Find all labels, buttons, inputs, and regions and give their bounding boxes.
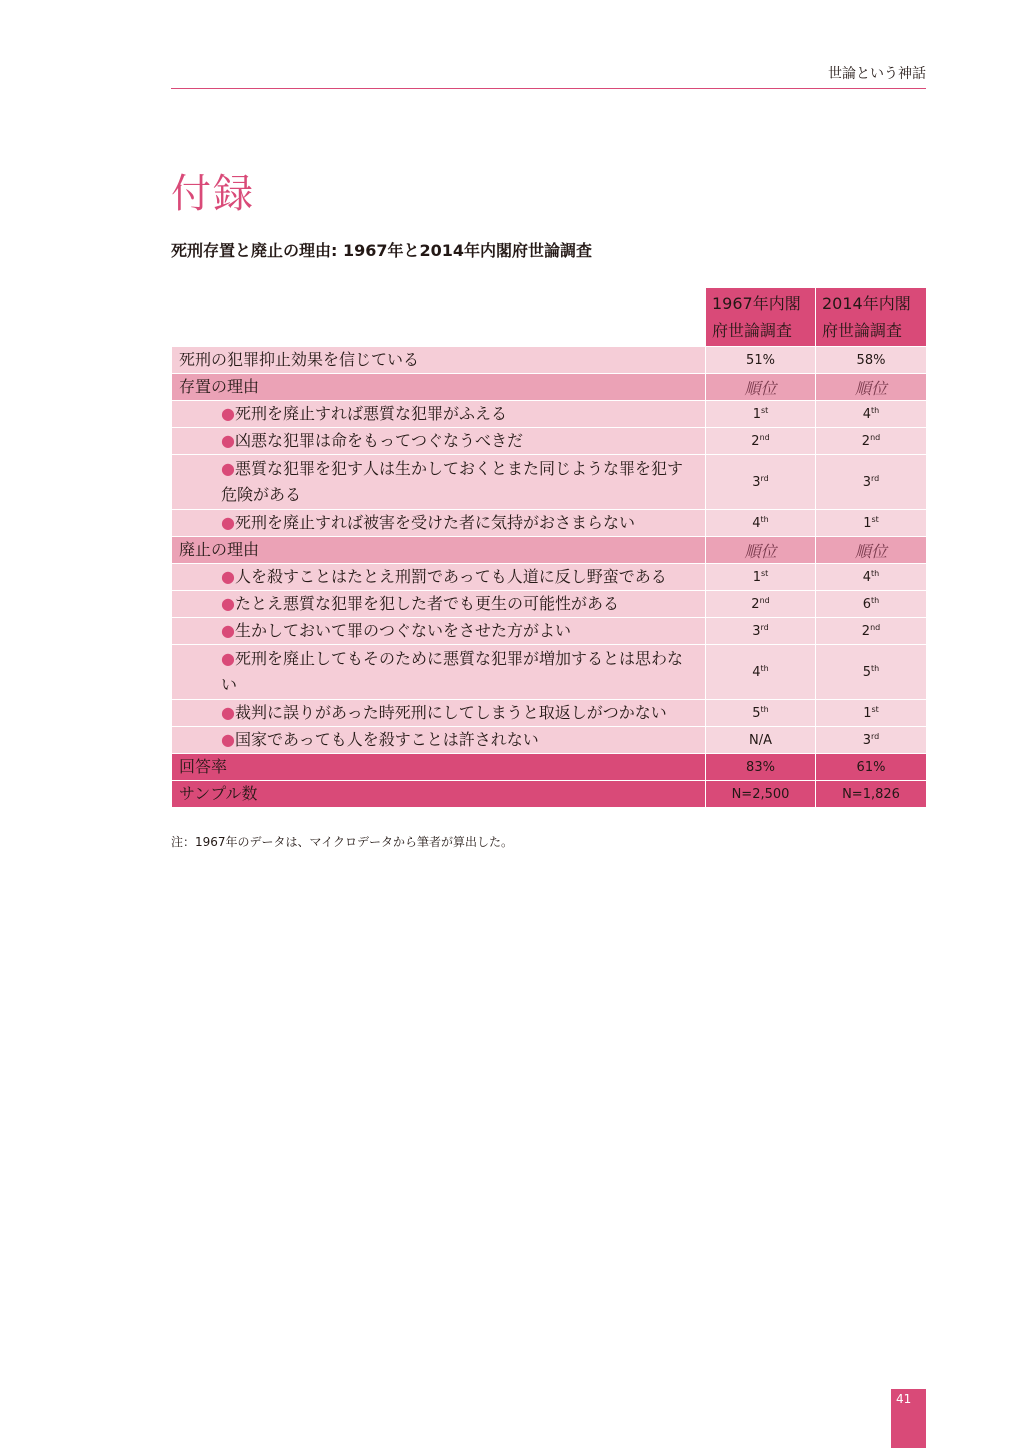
rank-suffix: st [871,704,879,714]
response-rate-2014: 61% [816,754,927,781]
table-row [172,700,927,727]
table-row [172,455,927,510]
rank-2014 [816,401,927,428]
rank-number: 2 [751,433,760,449]
rank-number: 3 [752,623,761,639]
sample-size-1967: N=2,500 [706,781,816,808]
rank-suffix: rd [871,731,880,741]
rank-number: 4 [862,406,872,422]
sample-size-2014: N=1,826 [816,781,927,808]
reason-label: 死刑を廃止すれば被害を受けた者に気持がおさまらない [234,513,635,532]
reason-text [172,428,706,455]
table-row [172,564,927,591]
rank-header-2014: 順位 [816,537,927,564]
reason-text [172,700,706,727]
rank-number: 1 [752,406,761,422]
response-rate-label: 回答率 [172,754,706,781]
rank-suffix: st [760,405,769,415]
bullet-icon: ● [221,567,235,586]
reason-text [172,564,706,591]
rank-1967 [706,428,816,455]
rank-suffix: nd [759,595,770,605]
rank-suffix: st [871,514,879,524]
rank-1967 [706,455,816,510]
sample-size-row [172,781,927,808]
table-row [172,618,927,645]
reason-label: 死刑を廃止してもそのために悪質な犯罪が増加するとは思わない [221,649,683,694]
rank-number: 3 [862,474,872,490]
rank-1967 [706,401,816,428]
rank-2014 [816,564,927,591]
rank-suffix: th [871,568,880,578]
table-row [172,645,927,700]
reason-text [172,591,706,618]
belief-row [172,347,927,374]
reason-text [172,645,706,700]
reason-label: 国家であっても人を殺すことは許されない [234,730,539,749]
survey-table [171,287,927,808]
rank-number: 6 [862,596,872,612]
retention-section-row [172,374,927,401]
rank-2014 [816,700,927,727]
rank-suffix: nd [870,432,881,442]
page-number: 41 [896,1392,912,1406]
rank-2014 [816,727,927,754]
rank-suffix: rd [871,473,880,483]
rank-suffix: th [760,514,769,524]
rank-1967 [706,727,816,754]
rank-2014 [816,618,927,645]
table-row [172,591,927,618]
reason-text [172,510,706,537]
rank-1967 [706,700,816,727]
column-header-2014: 2014年内閣府世論調査 [816,288,927,347]
rank-1967 [706,618,816,645]
sample-size-label: サンプル数 [172,781,706,808]
retention-section-label: 存置の理由 [172,374,706,401]
rank-suffix: th [871,663,880,673]
bullet-icon: ● [221,730,235,749]
rank-number: 4 [752,515,761,531]
bullet-icon: ● [221,459,235,478]
rank-suffix: th [760,663,769,673]
response-rate-row [172,754,927,781]
bullet-icon: ● [221,404,235,423]
column-header-1967: 1967年内閣府世論調査 [706,288,816,347]
rank-2014 [816,455,927,510]
rank-number: N/A [749,732,772,748]
table-row [172,428,927,455]
reason-text [172,455,706,510]
rank-suffix: rd [760,473,769,483]
reason-label: 生かしておいて罪のつぐないをさせた方がよい [234,621,571,640]
rank-number: 3 [862,732,872,748]
reason-label: たとえ悪質な犯罪を犯した者でも更生の可能性がある [234,594,619,613]
response-rate-1967: 83% [706,754,816,781]
rank-number: 1 [863,705,872,721]
reason-text [172,618,706,645]
table-row [172,727,927,754]
belief-value-2014: 58% [816,347,927,374]
rank-suffix: rd [760,622,769,632]
rank-suffix: st [760,568,769,578]
page-heading: 付録 [171,171,255,217]
rank-1967 [706,591,816,618]
bullet-icon: ● [221,621,235,640]
reason-label: 裁判に誤りがあった時死刑にしてしまうと取返しがつかない [234,703,667,722]
rank-number: 2 [861,623,871,639]
rank-1967 [706,564,816,591]
header-rule [171,88,926,89]
bullet-icon: ● [221,649,235,668]
reason-text [172,401,706,428]
abolition-section-row [172,537,927,564]
rank-number: 5 [752,705,761,721]
rank-suffix: nd [870,622,881,632]
table-title: 死刑存置と廃止の理由: 1967年と2014年内閣府世論調査 [171,241,593,260]
rank-suffix: th [760,704,769,714]
reason-label: 凶悪な犯罪は命をもってつぐなうべきだ [234,431,523,450]
abolition-section-label: 廃止の理由 [172,537,706,564]
table-row [172,510,927,537]
rank-header-1967: 順位 [706,537,816,564]
rank-number: 4 [862,569,872,585]
rank-suffix: th [871,595,880,605]
belief-value-1967: 51% [706,347,816,374]
belief-label: 死刑の犯罪抑止効果を信じている [172,347,706,374]
rank-number: 1 [752,569,761,585]
reason-label: 悪質な犯罪を犯す人は生かしておくとまた同じような罪を犯す危険がある [221,459,683,504]
table-header-row [172,288,927,347]
rank-number: 4 [752,664,761,680]
rank-2014 [816,591,927,618]
rank-header-1967: 順位 [706,374,816,401]
header-blank-cell [172,288,706,347]
bullet-icon: ● [221,513,235,532]
bullet-icon: ● [221,703,235,722]
running-header: 世論という神話 [828,66,926,82]
rank-suffix: th [871,405,880,415]
rank-1967 [706,510,816,537]
reason-text [172,727,706,754]
table-row [172,401,927,428]
rank-2014 [816,645,927,700]
reason-label: 死刑を廃止すれば悪質な犯罪がふえる [234,404,507,423]
rank-header-2014: 順位 [816,374,927,401]
bullet-icon: ● [221,431,235,450]
rank-suffix: nd [759,432,770,442]
bullet-icon: ● [221,594,235,613]
reason-label: 人を殺すことはたとえ刑罰であっても人道に反し野蛮である [234,567,667,586]
rank-1967 [706,645,816,700]
rank-2014 [816,510,927,537]
rank-number: 2 [861,433,871,449]
footnote: 注：1967年のデータは、マイクロデータから筆者が算出した。 [171,835,514,849]
rank-number: 3 [752,474,761,490]
rank-number: 2 [751,596,760,612]
rank-number: 1 [863,515,872,531]
rank-number: 5 [862,664,872,680]
rank-2014 [816,428,927,455]
